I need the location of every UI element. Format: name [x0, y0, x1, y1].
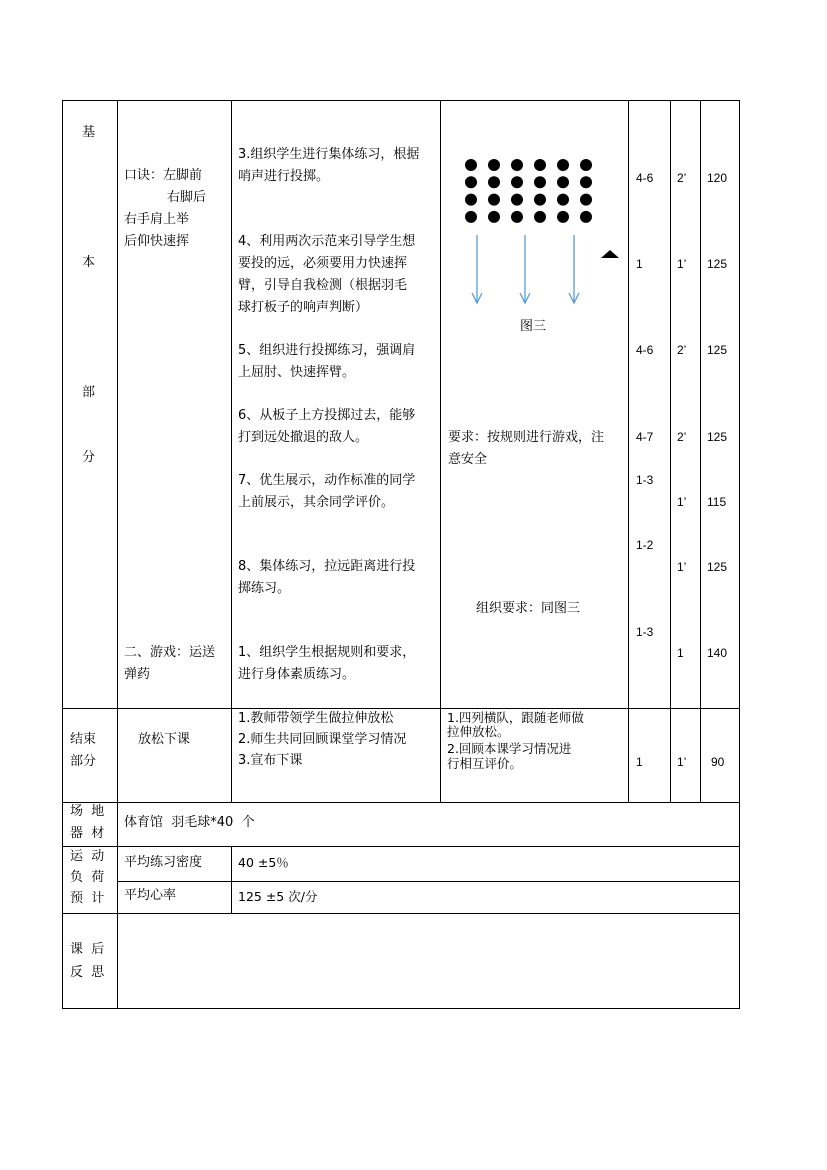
method-6-line: 6、从板子上方投掷过去，能够 — [238, 408, 416, 423]
reps-value: 4-6 — [636, 343, 654, 357]
time-value: 2’ — [677, 343, 687, 357]
end-section-label: 部分 — [70, 754, 97, 769]
heart-rate-value: 125 — [707, 560, 728, 574]
time-value: 1’ — [677, 560, 687, 574]
col-divider — [700, 100, 701, 802]
student-dot — [488, 194, 500, 206]
student-dot — [580, 194, 592, 206]
method-4-line: 臂，引导自我检测（根据羽毛 — [238, 278, 408, 293]
time-value: 2’ — [677, 430, 687, 444]
reps-value: 1-3 — [636, 625, 654, 639]
student-dot — [465, 176, 477, 188]
method-3-line: 哨声进行投掷。 — [238, 169, 330, 184]
student-dot — [465, 159, 477, 171]
load-label: 运 动 — [70, 849, 105, 864]
end-time-value: 1’ — [677, 755, 687, 769]
arrow-down-icon — [569, 235, 579, 303]
heart-rate-value: 115 — [707, 495, 727, 509]
method-7-line: 上前展示，其余同学评价。 — [238, 495, 395, 510]
method-4-line: 4、利用两次示范来引导学生想 — [238, 234, 416, 249]
table-border-left — [62, 100, 63, 1009]
time-value: 1’ — [677, 495, 687, 509]
student-dot — [580, 159, 592, 171]
game-method-line: 1、组织学生根据规则和要求， — [238, 645, 416, 660]
heart-rate-value: 125 — [707, 257, 728, 271]
student-dot — [557, 211, 569, 223]
student-dot — [557, 176, 569, 188]
end-org-line: 1.四列横队，跟随老师做 — [447, 710, 584, 725]
heart-rate-value: 120 — [707, 171, 728, 185]
section-label-char: 本 — [82, 255, 96, 270]
end-org-line: 行相互评价。 — [447, 756, 523, 771]
heart-rate-value: 125 — [707, 343, 728, 357]
table-border-top — [62, 100, 740, 101]
game-method-line: 进行身体素质练习。 — [238, 667, 356, 682]
venue-value: 体育馆 羽毛球*40 个 — [124, 815, 255, 830]
method-5-line: 5、组织进行投掷练习，强调肩 — [238, 343, 416, 358]
table-border-right — [739, 100, 740, 1009]
student-dot — [488, 159, 500, 171]
student-dot — [465, 194, 477, 206]
reps-value: 1-3 — [636, 473, 654, 487]
end-reps-value: 1 — [636, 755, 643, 769]
section-label-char: 部 — [82, 385, 96, 400]
reflection-field[interactable] — [118, 914, 738, 1007]
method-4-line: 球打板子的响声判断） — [238, 300, 369, 315]
end-method-line: 1.教师带领学生做拉伸放松 — [238, 711, 394, 726]
student-dot — [534, 194, 546, 206]
student-dot — [511, 176, 523, 188]
end-heart-rate-value: 90 — [711, 755, 725, 769]
time-value: 2’ — [677, 171, 687, 185]
method-4-line: 要投的远，必须要用力快速挥 — [238, 256, 408, 271]
heart-rate-value: 125 — [707, 430, 728, 444]
method-8-line: 掷练习。 — [238, 581, 291, 596]
venue-label: 场 地 — [70, 804, 105, 819]
density-label: 平均练习密度 — [124, 855, 203, 870]
method-6-line: 打到远处撤退的敌人。 — [238, 430, 369, 445]
end-method-line: 2.师生共同回顾课堂学习情况 — [238, 732, 407, 747]
mnemonic-line: 右脚后 — [167, 190, 207, 205]
org-requirement: 组织要求：同图三 — [476, 601, 581, 616]
load-label: 预 计 — [70, 891, 105, 906]
end-section-label: 结束 — [70, 732, 97, 747]
section-label-char: 分 — [82, 450, 96, 465]
table-border-bottom — [62, 1008, 740, 1009]
figure-caption: 图三 — [520, 319, 547, 334]
reps-value: 1-2 — [636, 538, 654, 552]
venue-label: 器 材 — [70, 826, 105, 841]
game-title-line: 二、游戏：运送 — [124, 645, 216, 660]
heart-rate-label: 平均心率 — [124, 888, 177, 903]
method-5-line: 上屈肘、快速挥臂。 — [238, 365, 356, 380]
method-3-line: 3.组织学生进行集体练习，根据 — [238, 147, 420, 162]
reps-value: 4-7 — [636, 430, 654, 444]
heart-rate-avg-value: 125 ±5 次/分 — [238, 889, 318, 904]
reflection-label: 反 思 — [70, 965, 105, 980]
method-7-line: 7、优生展示，动作标准的同学 — [238, 473, 416, 488]
game-title-line: 弹药 — [124, 667, 151, 682]
game-requirement-line: 意安全 — [448, 452, 488, 467]
time-value: 1’ — [677, 257, 687, 271]
student-dot — [580, 176, 592, 188]
teacher-triangle-icon — [601, 250, 619, 258]
col-divider — [231, 846, 232, 913]
student-dot — [511, 211, 523, 223]
student-dot — [488, 211, 500, 223]
student-dot — [534, 176, 546, 188]
mnemonic-line: 后仰快速挥 — [124, 234, 190, 249]
end-method-line: 3.宣布下课 — [238, 753, 303, 768]
student-dot — [557, 194, 569, 206]
movement-arrows — [472, 235, 579, 303]
reps-value: 4-6 — [636, 171, 654, 185]
reps-value: 1 — [636, 257, 643, 271]
student-dot — [488, 176, 500, 188]
game-requirement-line: 要求：按规则进行游戏，注 — [448, 430, 605, 445]
formation-diagram — [441, 101, 627, 341]
col-divider — [670, 100, 671, 802]
end-org-line: 2.回顾本课学习情况进 — [447, 741, 572, 756]
mnemonic-line: 口诀：左脚前 — [124, 168, 203, 183]
arrow-down-icon — [520, 235, 530, 303]
student-dot — [557, 159, 569, 171]
col-divider — [231, 100, 232, 802]
row-divider — [62, 802, 740, 803]
row-divider — [62, 846, 740, 847]
end-content: 放松下课 — [138, 732, 191, 747]
heart-rate-value: 140 — [707, 646, 728, 660]
end-org-line: 拉伸放松。 — [447, 724, 510, 739]
time-value: 1 — [677, 646, 684, 660]
student-dots — [465, 159, 592, 223]
row-divider — [62, 708, 740, 709]
method-8-line: 8、集体练习，拉远距离进行投 — [238, 559, 416, 574]
arrow-down-icon — [472, 235, 482, 303]
student-dot — [534, 211, 546, 223]
row-divider — [117, 881, 740, 882]
section-label-char: 基 — [82, 125, 96, 140]
student-dot — [534, 159, 546, 171]
student-dot — [580, 211, 592, 223]
mnemonic-line: 右手肩上举 — [124, 212, 190, 227]
student-dot — [511, 159, 523, 171]
col-divider — [628, 100, 629, 802]
load-label: 负 荷 — [70, 870, 105, 885]
density-value: 40 ±5％ — [238, 855, 289, 870]
reflection-label: 课 后 — [70, 942, 105, 957]
student-dot — [465, 211, 477, 223]
student-dot — [511, 194, 523, 206]
col-divider — [117, 100, 118, 1009]
